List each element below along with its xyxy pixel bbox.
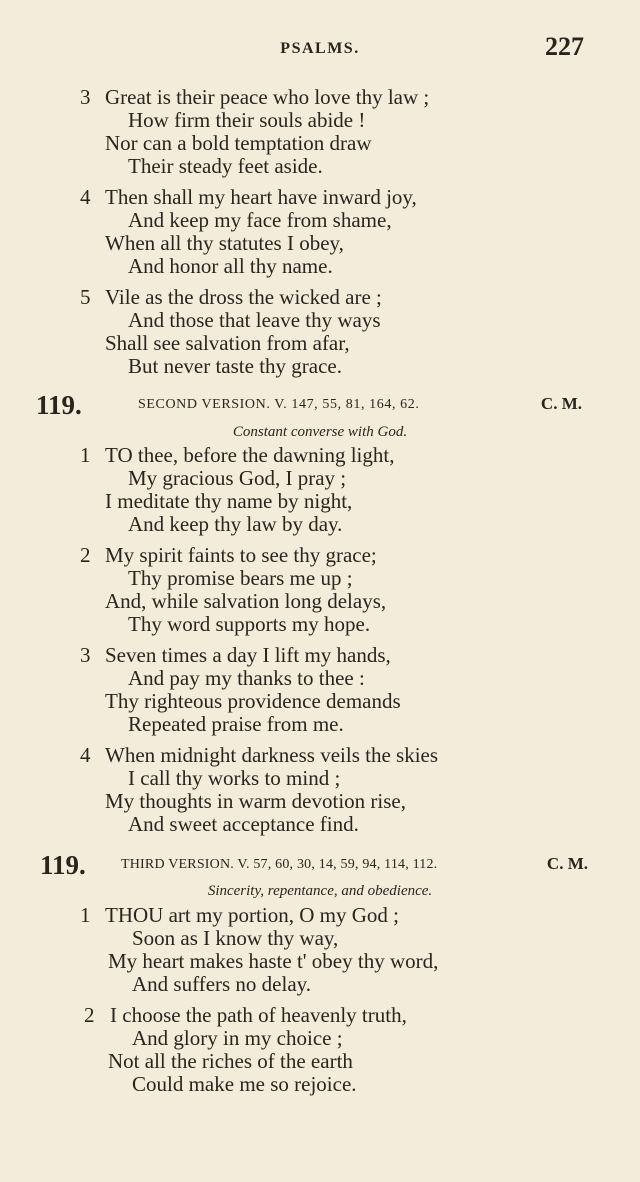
verse-line: And glory in my choice ; [132,1026,343,1050]
verse-line: I meditate thy name by night, [105,489,353,513]
verse-line: I choose the path of heavenly truth, [110,1003,407,1027]
verse-line: Repeated praise from me. [128,712,344,736]
verse-line: Vile as the dross the wicked are ; [105,285,382,309]
verse-line: And, while salvation long delays, [105,589,387,613]
stanza-number: 2 [84,1003,95,1027]
hymn-subtitle: Constant converse with God. [232,424,408,440]
version-label: SECOND VERSION. V. 147, 55, 81, 164, 62. [138,397,420,412]
stanza-number: 3 [80,85,91,109]
verse-line: And suffers no delay. [132,972,312,996]
verse-line: Shall see salvation from afar, [105,331,350,355]
verse-line: Then shall my heart have inward joy, [105,185,417,209]
version-label: THIRD VERSION. V. 57, 60, 30, 14, 59, 94, 114, 112. [121,857,438,872]
verse-line: When all thy statutes I obey, [105,231,344,255]
verse-line: And sweet acceptance find. [128,812,359,836]
verse-line: My heart makes haste t' obey thy word, [108,949,439,973]
verse-line: And keep my face from shame, [128,208,392,232]
verse-line: And keep thy law by day. [128,512,343,536]
verse-line: Thy word supports my hope. [128,612,371,636]
verse-line: When midnight darkness veils the skies [105,743,439,767]
verse-line: How firm their souls abide ! [128,108,366,132]
stanza-number: 4 [80,743,91,767]
hymn-subtitle: Sincerity, repentance, and obedience. [207,883,433,899]
stanza-number: 1 [80,903,91,927]
verse-line: Nor can a bold temptation draw [105,131,372,155]
verse-line: But never taste thy grace. [128,354,342,378]
running-title: PSALMS. [280,40,360,57]
stanza-number: 3 [80,643,91,667]
verse-line: I call thy works to mind ; [128,766,341,790]
meter: C. M. [546,854,588,873]
verse-line: Thy promise bears me up ; [128,566,353,590]
verse-line: TO thee, before the dawning light, [105,443,395,467]
hymn-heading [0,390,640,420]
verse-line: Soon as I know thy way, [132,926,339,950]
verse-line: My thoughts in warm devotion rise, [105,789,406,813]
verse-line: Thy righteous providence demands [105,689,401,713]
stanza-number: 5 [80,285,91,309]
verse-line: THOU art my portion, O my God ; [105,903,399,927]
verse-line: My gracious God, I pray ; [128,466,347,490]
verse-line: Could make me so rejoice. [132,1072,357,1096]
stanza-number: 1 [80,443,91,467]
meter: C. M. [540,394,582,413]
hymn-number: 119. [40,850,86,880]
stanza-number: 4 [80,185,91,209]
verse-line: And pay my thanks to thee : [128,666,365,690]
stanza-number: 2 [80,543,91,567]
verse-line: And honor all thy name. [128,254,333,278]
verse-line: Seven times a day I lift my hands, [105,643,391,667]
page-number: 227 [545,32,584,61]
hymn-number: 119. [36,390,82,420]
verse-line: And those that leave thy ways [128,308,381,332]
verse-line: Great is their peace who love thy law ; [105,85,430,109]
verse-line: My spirit faints to see thy grace; [105,543,377,567]
verse-line: Their steady feet aside. [128,154,323,178]
verse-line: Not all the riches of the earth [108,1049,353,1073]
hymn-heading [0,850,640,880]
